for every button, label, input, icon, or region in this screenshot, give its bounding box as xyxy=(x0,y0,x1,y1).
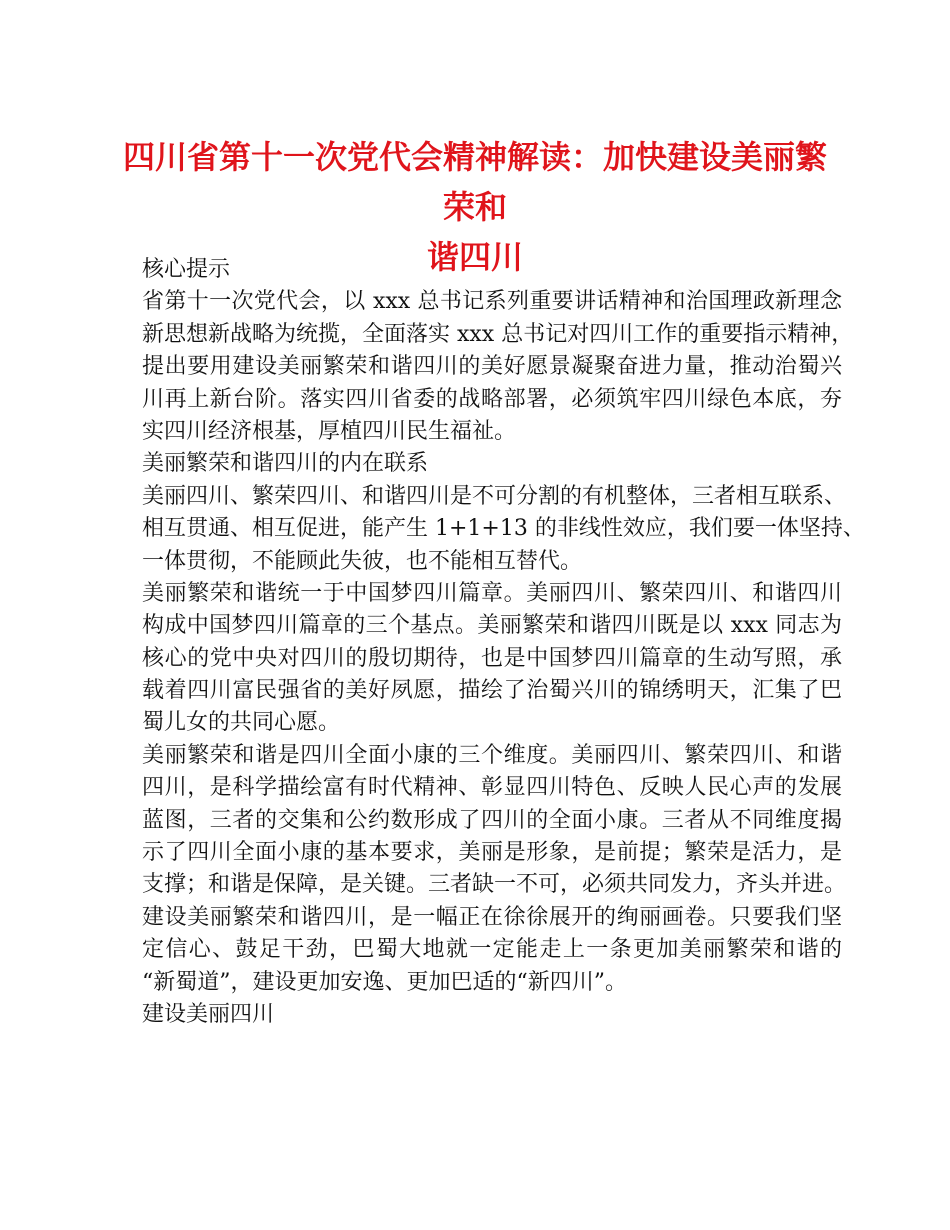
section-heading: 美丽繁荣和谐四川的内在联系 xyxy=(142,451,429,477)
paragraph-line: 建设美丽繁荣和谐四川，是一幅正在徐徐展开的绚丽画卷。只要我们坚 xyxy=(142,904,842,930)
paragraph-line: 构成中国梦四川篇章的三个基点。美丽繁荣和谐四川既是以 xxx 同志为 xyxy=(142,613,842,639)
paragraph-line: 川再上新台阶。落实四川省委的战略部署，必须筑牢四川绿色本底，夯 xyxy=(142,386,842,412)
paragraph-line: 定信心、鼓足干劲，巴蜀大地就一定能走上一条更加美丽繁荣和谐的 xyxy=(142,937,842,963)
paragraph-line: “新蜀道”，建设更加安逸、更加巴适的“新四川”。 xyxy=(142,969,627,995)
paragraph-line: 一体贯彻，不能顾此失彼，也不能相互替代。 xyxy=(142,548,583,574)
paragraph-line: 蓝图，三者的交集和公约数形成了四川的全面小康。三者从不同维度揭 xyxy=(142,807,842,833)
paragraph-line: 支撑；和谐是保障，是关键。三者缺一不可，必须共同发力，齐头并进。 xyxy=(142,872,847,898)
paragraph-line: 新思想新战略为统揽，全面落实 xxx 总书记对四川工作的重要指示精神， xyxy=(142,321,854,347)
paragraph-line: 美丽四川、繁荣四川、和谐四川是不可分割的有机整体，三者相互联系、 xyxy=(142,483,847,509)
title-line-2: 谐四川 xyxy=(426,238,523,276)
paragraph-line: 美丽繁荣和谐统一于中国梦四川篇章。美丽四川、繁荣四川、和谐四川 xyxy=(142,580,842,606)
section-heading: 核心提示 xyxy=(142,257,231,282)
paragraph-line: 示了四川全面小康的基本要求，美丽是形象，是前提；繁荣是活力，是 xyxy=(142,840,842,866)
paragraph-line: 核心的党中央对四川的殷切期待，也是中国梦四川篇章的生动写照，承 xyxy=(142,645,842,671)
paragraph-line: 实四川经济根基，厚植四川民生福祉。 xyxy=(142,418,517,444)
document-body xyxy=(142,254,865,1031)
paragraph-line: 省第十一次党代会，以 xxx 总书记系列重要讲话精神和治国理政新理念 xyxy=(142,289,842,315)
paragraph-line: 美丽繁荣和谐是四川全面小康的三个维度。美丽四川、繁荣四川、和谐 xyxy=(142,742,842,768)
paragraph-line: 蜀儿女的共同心愿。 xyxy=(142,710,341,736)
title-line-1: 四川省第十一次党代会精神解读：加快建设美丽繁荣和 xyxy=(122,138,827,226)
section-heading: 建设美丽四川 xyxy=(142,1001,275,1027)
paragraph-line: 提出要用建设美丽繁荣和谐四川的美好愿景凝聚奋进力量，推动治蜀兴 xyxy=(142,354,842,380)
paragraph-line: 四川，是科学描绘富有时代精神、彰显四川特色、反映人民心声的发展 xyxy=(142,775,842,801)
paragraph-line: 相互贯通、相互促进，能产生 1+1+13 的非线性效应，我们要一体坚持、 xyxy=(142,516,865,542)
paragraph-line: 载着四川富民强省的美好夙愿，描绘了治蜀兴川的锦绣明天，汇集了巴 xyxy=(142,678,842,704)
